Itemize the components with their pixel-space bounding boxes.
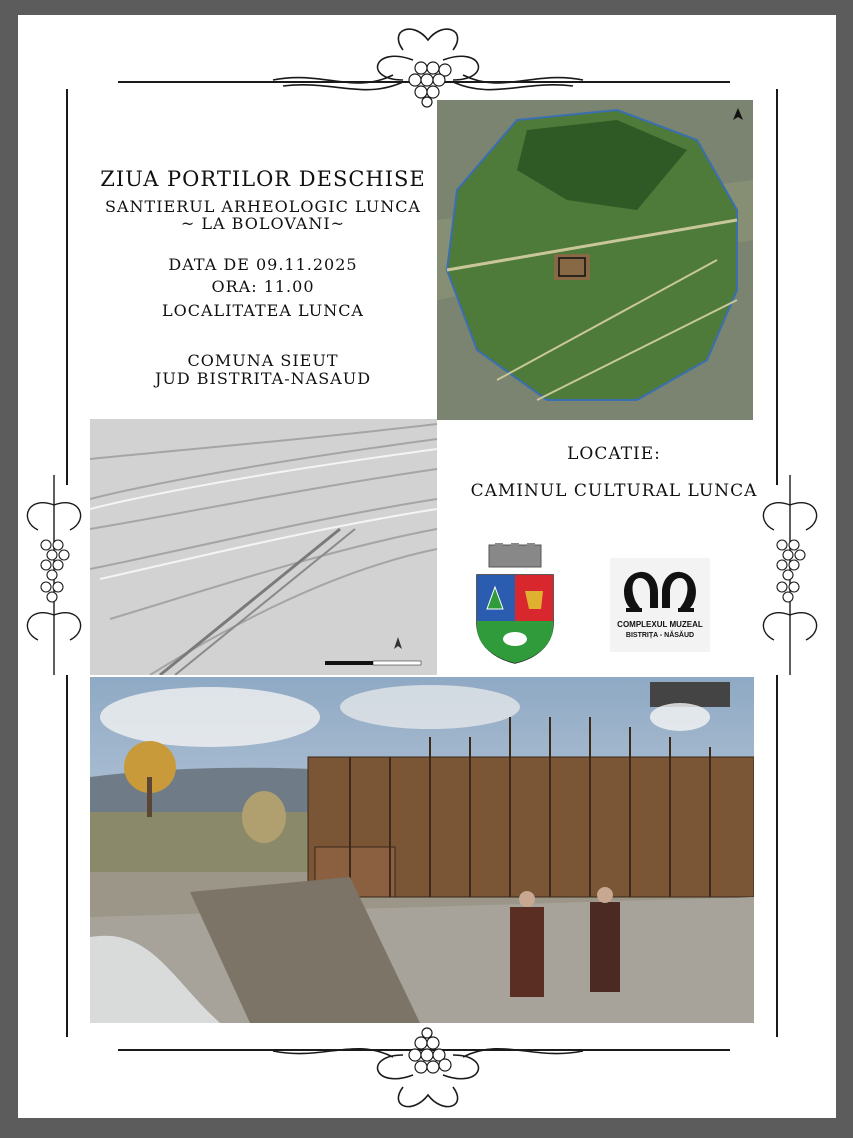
event-date: DATA DE 09.11.2025: [168, 255, 358, 274]
museum-omega-logo: [610, 558, 710, 652]
location-heading: LOCATIE:: [567, 444, 661, 464]
right-rule-bottom: [776, 675, 778, 1037]
event-place: LOCALITATEA LUNCA: [162, 301, 364, 320]
commune-crest-icon: [473, 543, 557, 665]
event-title: ZIUA PORTILOR DESCHISE: [100, 167, 426, 191]
museum-name-line2: BISTRIȚA - NĂSĂUD: [625, 632, 695, 639]
event-county: JUD BISTRITA-NASAUD: [154, 369, 372, 388]
poster-page: [18, 15, 836, 1118]
museum-name-line1: COMPLEXUL MUZEAL: [617, 620, 703, 629]
site-name-line1: SANTIERUL ARHEOLOGIC LUNCA: [105, 197, 421, 216]
event-time: ORA: 11.00: [211, 277, 315, 296]
grape-ornament-icon: [263, 20, 593, 110]
right-rule-top: [776, 89, 778, 485]
grape-ornament-icon: [754, 475, 826, 675]
left-rule-top: [66, 89, 68, 485]
event-commune: COMUNA SIEUT: [187, 351, 339, 370]
site-name-line2: ~ LA BOLOVANI~: [180, 214, 346, 233]
left-rule-bottom: [66, 675, 68, 1037]
location-venue: CAMINUL CULTURAL LUNCA: [470, 481, 758, 501]
grape-ornament-icon: [263, 1025, 593, 1115]
grape-ornament-icon: [18, 475, 90, 675]
lidar-relief-map: [90, 419, 437, 675]
satellite-map: [437, 100, 753, 420]
fortification-illustration: [90, 677, 754, 1023]
